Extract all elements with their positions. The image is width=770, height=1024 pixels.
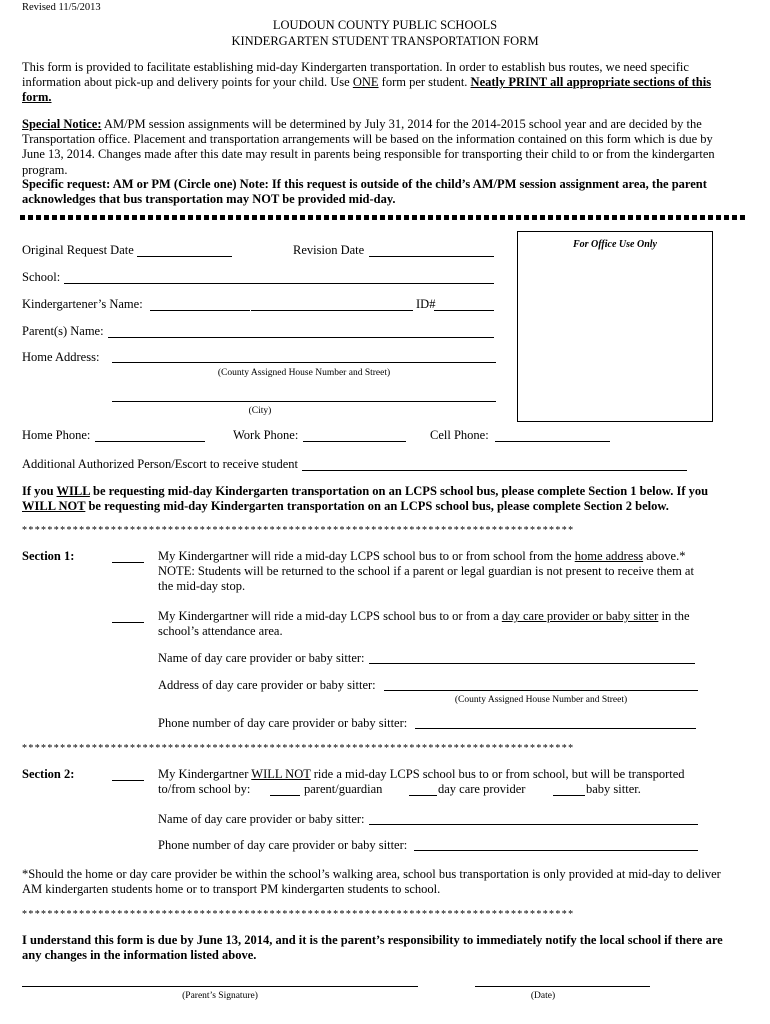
section-1-dc-address-hint: (County Assigned House Number and Street) (454, 695, 628, 705)
star-divider: *************************************************************************************** (22, 909, 575, 920)
home-city-field[interactable] (112, 401, 496, 402)
signature-date-label: (Date) (530, 991, 556, 1001)
section-2-dc-name-field[interactable] (369, 824, 698, 825)
section-1-dc-name-field[interactable] (369, 663, 695, 664)
original-request-date-field[interactable] (137, 256, 232, 257)
star-divider: *************************************************************************************** (22, 525, 575, 536)
section-2-parent-option: parent/guardian (304, 782, 383, 796)
home-phone-label: Home Phone: (22, 428, 91, 442)
section-1-opt2-text-a: My Kindergartner will ride a mid-day LCPS school bus to or from a (158, 609, 502, 623)
section-2-dc-phone-label: Phone number of day care provider or baby sitter: (158, 838, 408, 852)
section-2-text-a: My Kindergartner (158, 767, 252, 781)
section-1-dc-address-field[interactable] (384, 690, 698, 691)
section-2-daycare-option-field[interactable] (409, 795, 437, 796)
kindergartener-first-name-field[interactable] (150, 310, 250, 311)
section-2-will-not: WILL NOT (251, 767, 311, 781)
office-use-box (517, 231, 713, 422)
parents-name-field[interactable] (108, 337, 494, 338)
home-address-label: Home Address: (22, 350, 100, 364)
section-2-checkbox[interactable] (112, 780, 144, 781)
section-2-dc-name-label: Name of day care provider or baby sitter: (158, 812, 365, 826)
section-2-daycare-option: day care provider (438, 782, 526, 796)
section-1-opt1-text-a: My Kindergartner will ride a mid-day LCPS school bus to or from school from the (158, 549, 575, 563)
section-1-dc-phone-label: Phone number of day care provider or baby sitter: (158, 716, 408, 730)
section-1-label: Section 1: (22, 549, 75, 563)
section-2-text-b: ride a mid-day LCPS school bus to or from school, but will be transported (310, 767, 685, 781)
section-2-sitter-option-field[interactable] (553, 795, 585, 796)
section-1-dc-address-label: Address of day care provider or baby sitter: (158, 678, 376, 692)
cell-phone-label: Cell Phone: (430, 428, 489, 442)
office-use-label: For Office Use Only (573, 239, 657, 250)
section-1-option-daycare-text (158, 609, 710, 639)
special-notice (22, 117, 734, 178)
section-2-text (158, 767, 685, 781)
star-divider: *************************************************************************************** (22, 743, 575, 754)
walking-area-note: *Should the home or day care provider be within the school’s walking area, school bus transportation is only provided at mid-day to deliver AM kindergarten students home or to transport PM kindergarten students to school. (22, 867, 721, 897)
work-phone-label: Work Phone: (233, 428, 299, 442)
section-instruction (22, 484, 734, 514)
instruction-text-c: be requesting mid-day Kindergarten transportation on an LCPS school bus, please complete Section 2 below. (85, 499, 669, 514)
intro-text-a: This form is provided to facilitate establishing mid-day Kindergarten transportation. In order to establish bus routes, we need specific information about pick-up and delivery points for your child. Use (22, 60, 689, 90)
parents-name-label: Parent(s) Name: (22, 324, 104, 338)
section-2-sitter-option: baby sitter. (586, 782, 641, 796)
original-request-date-label: Original Request Date (22, 243, 134, 257)
additional-person-field[interactable] (302, 470, 687, 471)
district-title: LOUDOUN COUNTY PUBLIC SCHOOLS (272, 18, 498, 32)
additional-person-label: Additional Authorized Person/Escort to receive student (22, 457, 298, 471)
school-label: School: (22, 270, 61, 284)
parent-signature-field[interactable] (22, 986, 418, 987)
section-1-daycare-link: day care provider or baby sitter (501, 609, 659, 623)
section-2-to-from-label: to/from school by: (158, 782, 251, 796)
form-title: KINDERGARTEN STUDENT TRANSPORTATION FORM (231, 34, 539, 48)
signature-date-field[interactable] (475, 986, 650, 987)
revision-label: Revised 11/5/2013 (22, 2, 101, 13)
instruction-text-a: If you (22, 484, 57, 498)
section-divider (20, 215, 748, 220)
work-phone-field[interactable] (303, 441, 406, 442)
instruction-text-b: be requesting mid-day Kindergarten transportation on an LCPS school bus, please complete Section 1 below. If you (89, 484, 709, 498)
section-1-opt1-text-b: above.* NOTE: Students will be returned to the school if a parent or legal guardian is not present to receive them at the mid-day stop. (158, 549, 694, 594)
section-1-dc-name-label: Name of day care provider or baby sitter: (158, 651, 365, 665)
specific-request: Specific request: AM or PM (Circle one) Note: If this request is outside of the child’s AM/PM session assignment area, the parent acknowledges that bus transportation may NOT be provided mid-day. (22, 177, 707, 207)
instruction-will-not: WILL NOT (22, 499, 86, 514)
home-address-hint: (County Assigned House Number and Street) (217, 368, 391, 378)
revision-date-field[interactable] (369, 256, 494, 257)
school-field[interactable] (64, 283, 494, 284)
id-field[interactable] (434, 310, 494, 311)
section-1-dc-phone-field[interactable] (415, 728, 696, 729)
special-notice-text: AM/PM session assignments will be determined by July 31, 2014 for the 2014-2015 school year and are decided by the Transportation office. Placement and transportation arrangements will be based on the information contained on this form which is due by June 13, 2014. Changes made after this date may result in parents being responsible for transporting their child to or from the kindergarten program. (22, 117, 715, 177)
section-1-option-daycare-checkbox[interactable] (112, 622, 144, 623)
intro-one: ONE (352, 75, 379, 90)
revision-date-label: Revision Date (293, 243, 365, 257)
home-address-field[interactable] (112, 362, 496, 363)
cell-phone-field[interactable] (495, 441, 610, 442)
final-notice: I understand this form is due by June 13, 2014, and it is the parent’s responsibility to immediately notify the local school if there are any changes in the information listed above. (22, 933, 723, 963)
section-1-option-home-text (158, 549, 710, 595)
intro-neatly-print: Neatly PRINT all appropriate sections of this form. (22, 75, 712, 105)
intro-text-b: form per student. (378, 75, 471, 90)
city-hint: (City) (248, 406, 272, 416)
instruction-will: WILL (56, 484, 90, 498)
kindergartener-name-label: Kindergartener’s Name: (22, 297, 143, 311)
kindergartener-last-name-field[interactable] (251, 310, 413, 311)
section-1-home-address: home address (574, 549, 644, 563)
special-notice-label: Special Notice: (22, 117, 102, 131)
section-1-option-home-checkbox[interactable] (112, 562, 144, 563)
intro-paragraph (22, 60, 734, 106)
section-2-dc-phone-field[interactable] (414, 850, 698, 851)
section-2-parent-option-field[interactable] (270, 795, 300, 796)
home-phone-field[interactable] (95, 441, 205, 442)
id-label: ID# (416, 297, 436, 311)
section-1-opt2-text-b: in the school’s attendance area. (158, 609, 690, 639)
parent-signature-label: (Parent’s Signature) (182, 991, 258, 1001)
section-2-label: Section 2: (22, 767, 75, 781)
